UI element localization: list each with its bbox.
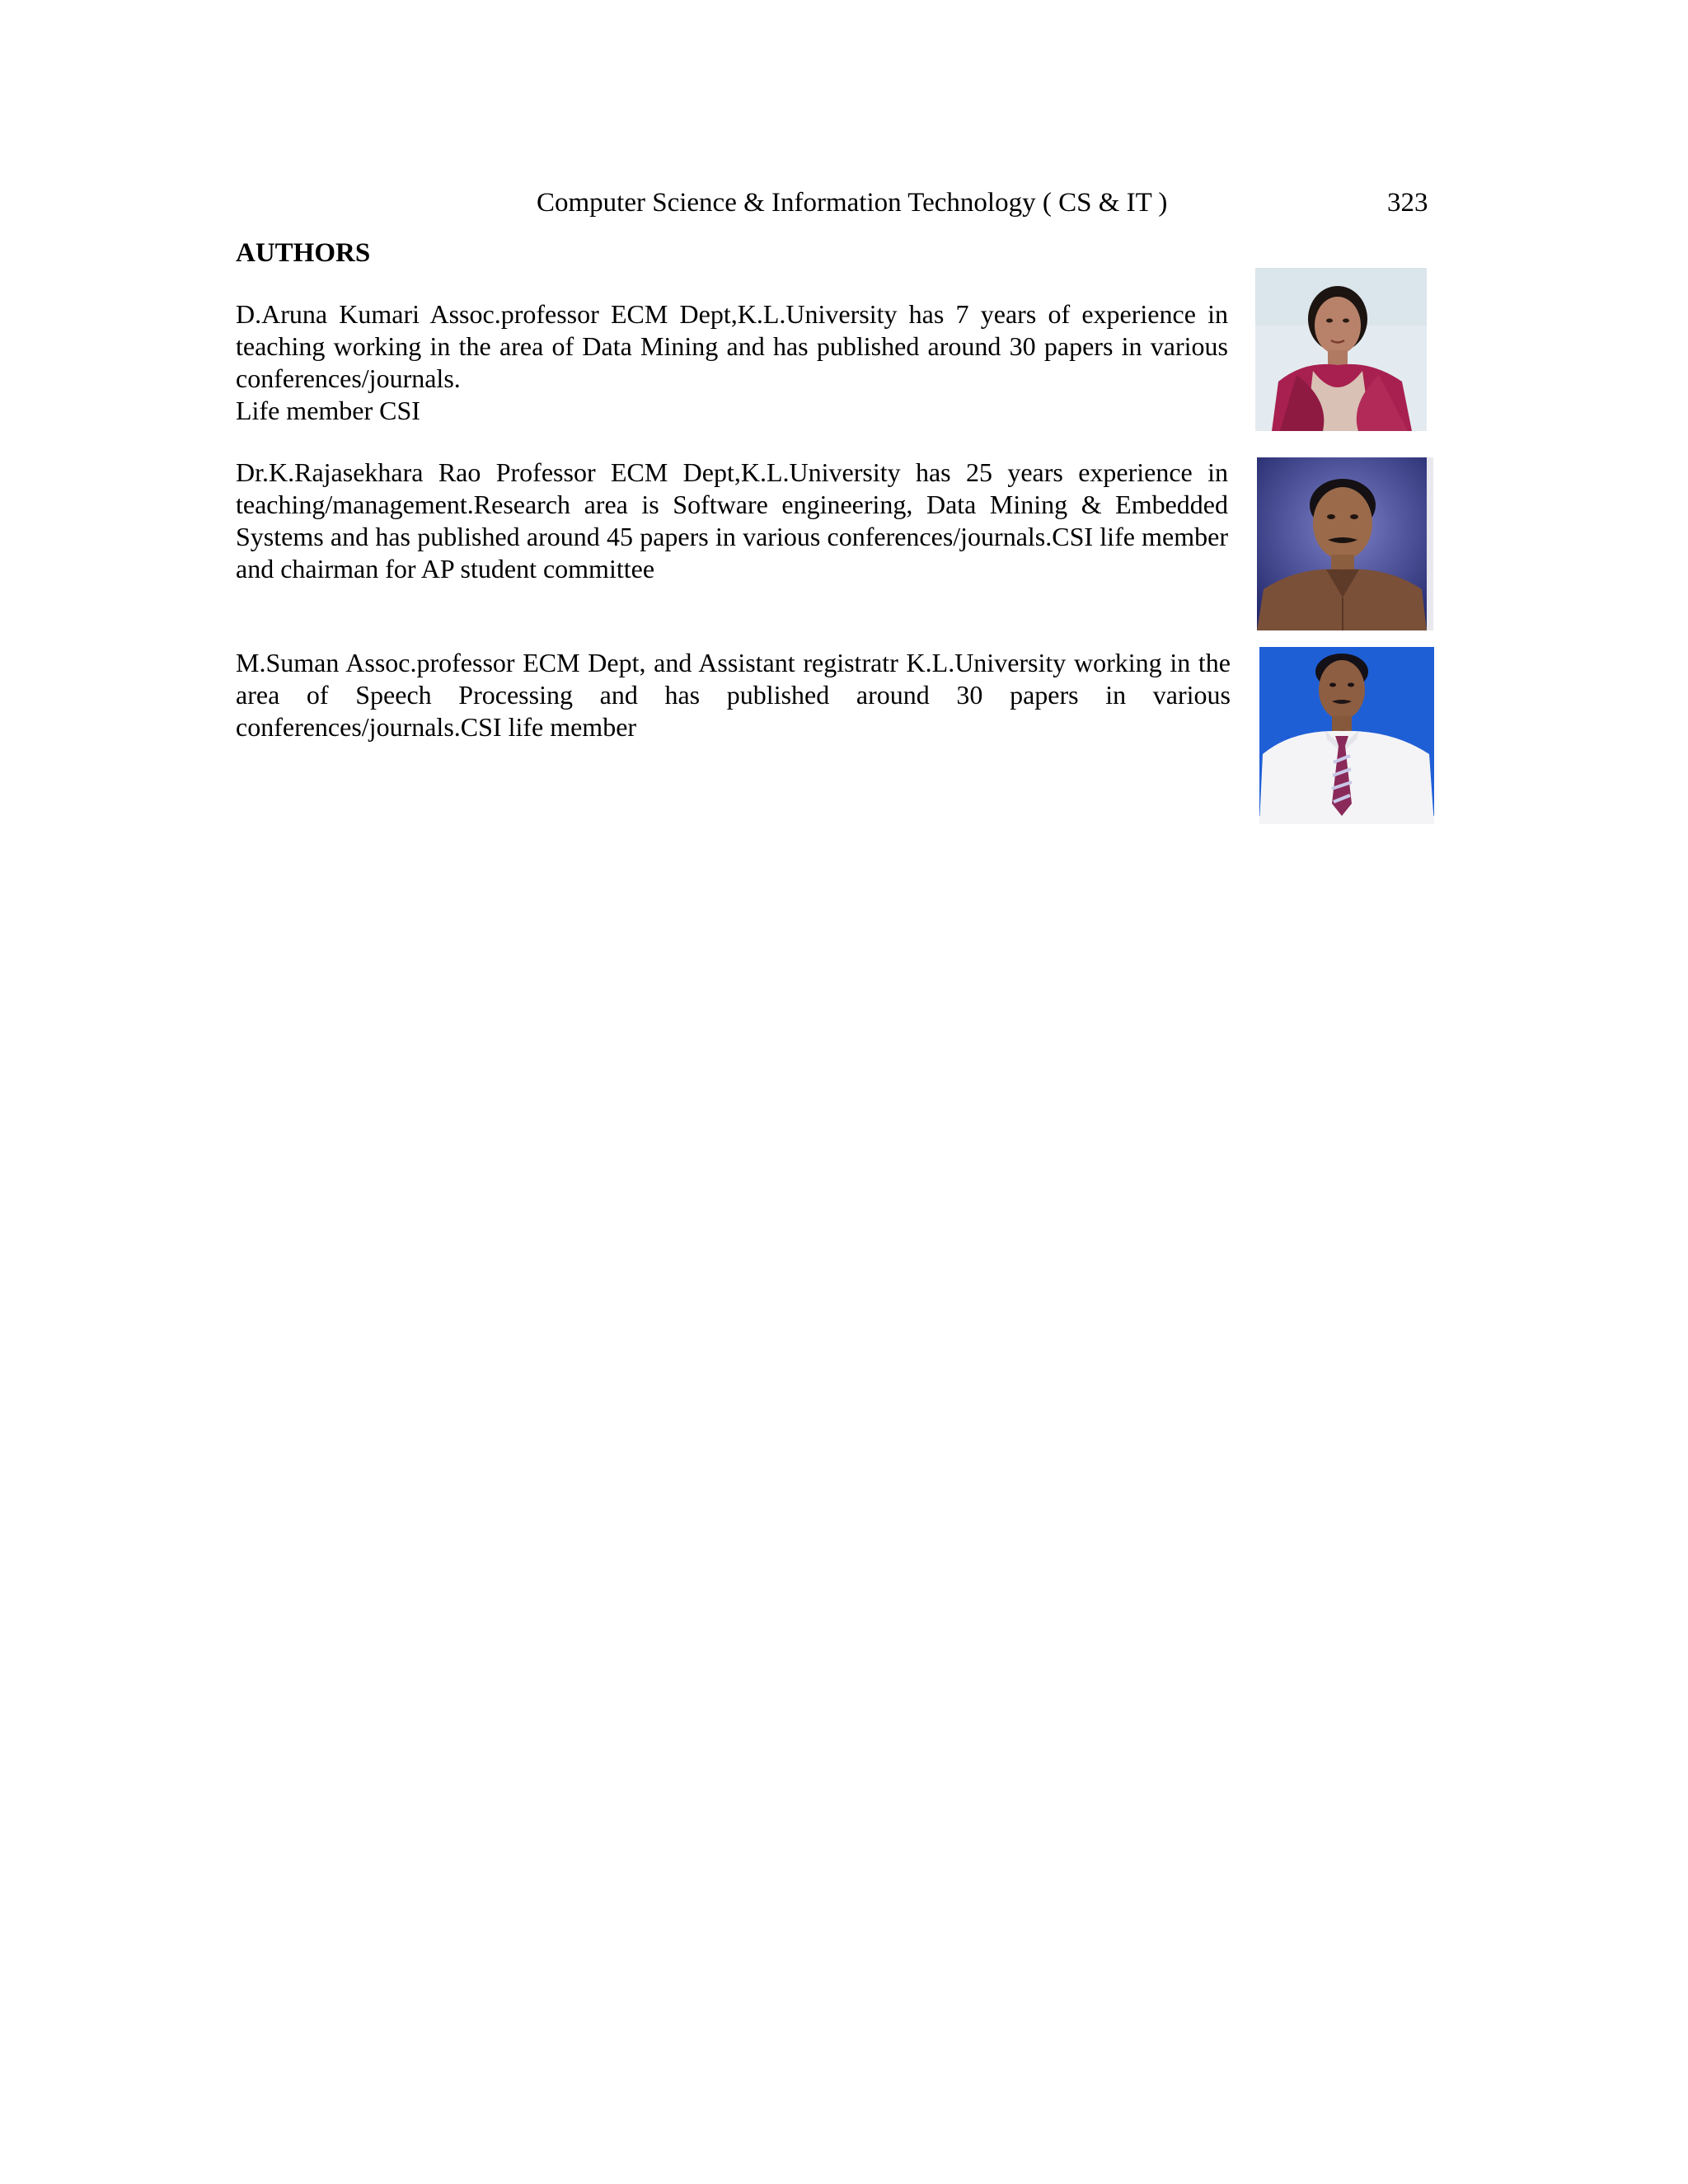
author-photo-suman bbox=[1259, 647, 1434, 824]
portrait-woman-photo bbox=[1255, 268, 1427, 431]
running-header: Computer Science & Information Technology ( CS & IT ) bbox=[537, 188, 1168, 218]
author-bio-suman bbox=[236, 647, 1231, 743]
author-bio-rajasekhara-rao bbox=[236, 457, 1228, 585]
portrait-man-moustache-photo bbox=[1257, 457, 1433, 630]
author-bio-membership: Life member CSI bbox=[236, 396, 420, 425]
author-bio-aruna-kumari bbox=[236, 298, 1228, 427]
section-heading: AUTHORS bbox=[236, 238, 371, 268]
author-photo-rajasekhara-rao bbox=[1257, 457, 1433, 630]
author-bio-text: D.Aruna Kumari Assoc.professor ECM Dept,K.L.University has 7 years of experience in teaching working in the area of Data Mining and has published around 30 papers in various conferences/journals. bbox=[236, 299, 1228, 393]
portrait-man-tie-photo bbox=[1259, 647, 1434, 824]
page-number: 323 bbox=[1387, 188, 1428, 218]
author-photo-aruna-kumari bbox=[1255, 268, 1427, 431]
author-bio-text: Dr.K.Rajasekhara Rao Professor ECM Dept,K.L.University has 25 years experience in teaching/management.Research area is Software engineering, Data Mining & Embedded Systems and has published around 45 papers in various conferences/journals.CSI life member and chairman for AP student committee bbox=[236, 457, 1228, 583]
author-bio-text: M.Suman Assoc.professor ECM Dept, and Assistant registratr K.L.University working in the area of Speech Processing and has published around 30 papers in various conferences/journals.CSI life member bbox=[236, 648, 1231, 742]
